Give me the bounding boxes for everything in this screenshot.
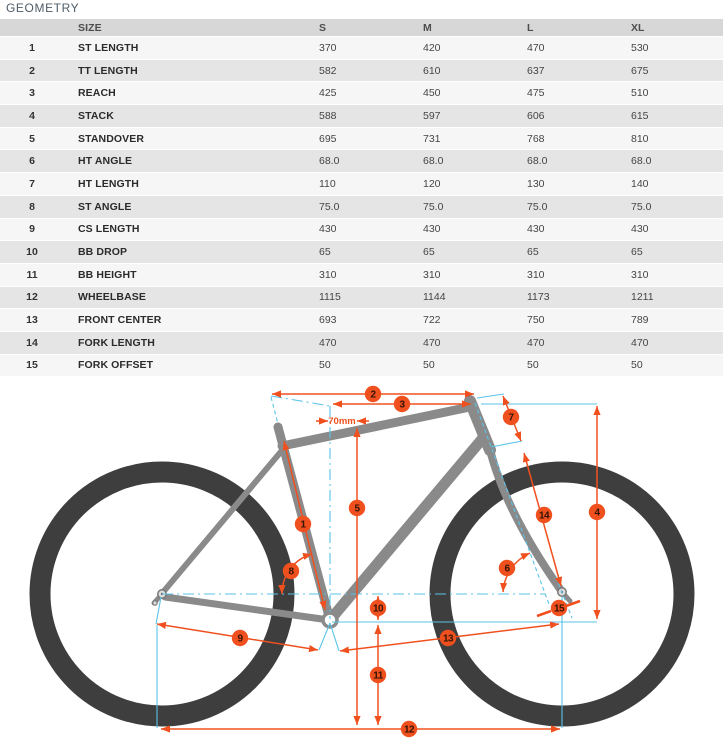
callout-badge-6 bbox=[499, 560, 515, 576]
svg-text:2: 2 bbox=[370, 389, 376, 401]
metric-value: 50 bbox=[631, 359, 643, 372]
svg-text:14: 14 bbox=[538, 510, 550, 522]
metric-name: WHEELBASE bbox=[78, 291, 146, 304]
row-number: 4 bbox=[29, 109, 35, 122]
metric-value: 420 bbox=[423, 41, 441, 54]
metric-name: STACK bbox=[78, 109, 114, 122]
table-row bbox=[0, 60, 723, 83]
callout-badge-10 bbox=[370, 600, 386, 616]
metric-value: 810 bbox=[631, 132, 649, 145]
column-header-m: M bbox=[423, 21, 432, 34]
metric-value: 582 bbox=[319, 64, 337, 77]
metric-value: 693 bbox=[319, 314, 337, 327]
svg-text:11: 11 bbox=[373, 670, 383, 682]
metric-value: 68.0 bbox=[423, 155, 444, 168]
metric-value: 130 bbox=[527, 177, 545, 190]
callout-badge-14 bbox=[536, 507, 552, 523]
offset-70mm-label: 70mm bbox=[328, 416, 356, 427]
svg-text:10: 10 bbox=[372, 603, 384, 615]
metric-value: 470 bbox=[319, 336, 337, 349]
metric-value: 65 bbox=[631, 246, 643, 259]
metric-name: ST ANGLE bbox=[78, 200, 132, 213]
metric-value: 50 bbox=[319, 359, 331, 372]
metric-value: 750 bbox=[527, 314, 545, 327]
derailleur-hanger bbox=[153, 601, 157, 605]
metric-value: 597 bbox=[423, 109, 441, 122]
table-row bbox=[0, 241, 723, 264]
metric-value: 370 bbox=[319, 41, 337, 54]
table-row bbox=[0, 128, 723, 151]
metric-name: BB HEIGHT bbox=[78, 268, 137, 281]
svg-text:8: 8 bbox=[288, 566, 294, 578]
metric-name: FORK LENGTH bbox=[78, 336, 155, 349]
row-number: 1 bbox=[29, 41, 35, 54]
metric-value: 470 bbox=[423, 336, 441, 349]
metric-value: 470 bbox=[527, 41, 545, 54]
table-row bbox=[0, 264, 723, 287]
column-header-size: SIZE bbox=[78, 21, 102, 34]
table-row bbox=[0, 105, 723, 128]
metric-value: 722 bbox=[423, 314, 441, 327]
metric-value: 310 bbox=[319, 268, 337, 281]
svg-text:6: 6 bbox=[504, 563, 510, 575]
callout-badge-11 bbox=[370, 667, 386, 683]
metric-name: FRONT CENTER bbox=[78, 314, 162, 327]
metric-value: 768 bbox=[527, 132, 545, 145]
metric-value: 75.0 bbox=[631, 200, 652, 213]
metric-value: 610 bbox=[423, 64, 441, 77]
row-number: 15 bbox=[26, 359, 38, 372]
row-number: 8 bbox=[29, 200, 35, 213]
row-number: 14 bbox=[26, 336, 38, 349]
metric-value: 310 bbox=[631, 268, 649, 281]
table-header-row bbox=[0, 19, 723, 37]
callout-badge-1 bbox=[295, 516, 311, 532]
metric-value: 68.0 bbox=[631, 155, 652, 168]
table-row bbox=[0, 196, 723, 219]
table-row bbox=[0, 37, 723, 60]
metric-value: 1173 bbox=[527, 291, 550, 304]
metric-value: 588 bbox=[319, 109, 337, 122]
row-number: 13 bbox=[26, 314, 38, 327]
row-number: 3 bbox=[29, 87, 35, 100]
page-title: GEOMETRY bbox=[6, 1, 80, 15]
metric-value: 1211 bbox=[631, 291, 654, 304]
metric-value: 68.0 bbox=[527, 155, 548, 168]
bottom-bracket bbox=[323, 613, 337, 627]
metric-name: CS LENGTH bbox=[78, 223, 140, 236]
bb-drop-left bbox=[319, 623, 330, 650]
table-row bbox=[0, 332, 723, 355]
bike-geometry-diagram bbox=[0, 377, 723, 740]
metric-value: 606 bbox=[527, 109, 545, 122]
seat-axis-extension bbox=[271, 397, 278, 424]
metric-value: 530 bbox=[631, 41, 649, 54]
metric-value: 50 bbox=[423, 359, 435, 372]
ht-tick-bottom bbox=[491, 441, 522, 447]
ht-tick-top bbox=[477, 394, 504, 398]
table-row bbox=[0, 219, 723, 242]
metric-value: 65 bbox=[423, 246, 435, 259]
metric-value: 310 bbox=[423, 268, 441, 281]
table-row bbox=[0, 309, 723, 332]
metric-value: 68.0 bbox=[319, 155, 340, 168]
callout-badge-3 bbox=[394, 396, 410, 412]
column-header-l: L bbox=[527, 21, 534, 34]
metric-value: 75.0 bbox=[527, 200, 548, 213]
svg-text:13: 13 bbox=[442, 633, 454, 645]
row-number: 9 bbox=[29, 223, 35, 236]
top-tube bbox=[282, 407, 470, 446]
table-row bbox=[0, 82, 723, 105]
metric-value: 615 bbox=[631, 109, 649, 122]
column-header-s: S bbox=[319, 21, 327, 34]
svg-text:12: 12 bbox=[403, 724, 415, 736]
metric-name: STANDOVER bbox=[78, 132, 145, 145]
row-number: 7 bbox=[29, 177, 35, 190]
metric-value: 430 bbox=[423, 223, 441, 236]
column-header-xl: XL bbox=[631, 21, 645, 34]
svg-text:4: 4 bbox=[594, 507, 600, 519]
row-number: 2 bbox=[29, 64, 35, 77]
svg-text:9: 9 bbox=[237, 633, 243, 645]
callout-badge-7 bbox=[503, 409, 519, 425]
callout-badge-15 bbox=[551, 600, 567, 616]
callout-badge-8 bbox=[283, 563, 299, 579]
metric-value: 110 bbox=[319, 177, 336, 190]
metric-value: 120 bbox=[423, 177, 441, 190]
callout-badge-9 bbox=[232, 630, 248, 646]
row-number: 5 bbox=[29, 132, 35, 145]
metric-value: 140 bbox=[631, 177, 649, 190]
svg-text:1: 1 bbox=[300, 519, 306, 531]
metric-value: 695 bbox=[319, 132, 337, 145]
row-number: 6 bbox=[29, 155, 35, 168]
table-row bbox=[0, 287, 723, 310]
metric-value: 637 bbox=[527, 64, 545, 77]
metric-value: 425 bbox=[319, 87, 337, 100]
metric-value: 510 bbox=[631, 87, 649, 100]
metric-value: 1115 bbox=[319, 291, 341, 304]
metric-value: 470 bbox=[527, 336, 545, 349]
metric-value: 1144 bbox=[423, 291, 446, 304]
geometry-table bbox=[0, 19, 723, 377]
svg-text:5: 5 bbox=[354, 503, 360, 515]
row-number: 11 bbox=[26, 268, 38, 281]
metric-value: 430 bbox=[527, 223, 545, 236]
callout-badge-12 bbox=[401, 721, 417, 737]
callout-badge-5 bbox=[349, 500, 365, 516]
row-number: 10 bbox=[26, 246, 38, 259]
metric-value: 310 bbox=[527, 268, 545, 281]
callout-badge-2 bbox=[365, 386, 381, 402]
metric-name: TT LENGTH bbox=[78, 64, 138, 77]
chainstay-tube bbox=[165, 597, 329, 620]
dim-fork-offset-tick-a bbox=[537, 611, 551, 616]
metric-value: 789 bbox=[631, 314, 649, 327]
metric-value: 65 bbox=[527, 246, 539, 259]
metric-name: HT LENGTH bbox=[78, 177, 139, 190]
svg-text:7: 7 bbox=[508, 412, 514, 424]
svg-text:15: 15 bbox=[553, 603, 565, 615]
metric-value: 731 bbox=[423, 132, 441, 145]
table-row bbox=[0, 355, 723, 378]
callout-badge-4 bbox=[589, 504, 605, 520]
metric-value: 430 bbox=[631, 223, 649, 236]
metric-value: 450 bbox=[423, 87, 441, 100]
metric-value: 75.0 bbox=[423, 200, 444, 213]
metric-name: ST LENGTH bbox=[78, 41, 139, 54]
metric-value: 50 bbox=[527, 359, 539, 372]
metric-value: 75.0 bbox=[319, 200, 340, 213]
row-number: 12 bbox=[26, 291, 38, 304]
metric-name: BB DROP bbox=[78, 246, 128, 259]
table-row bbox=[0, 173, 723, 196]
metric-value: 470 bbox=[631, 336, 649, 349]
metric-value: 475 bbox=[527, 87, 545, 100]
tt-reference-slant bbox=[271, 396, 330, 406]
metric-name: FORK OFFSET bbox=[78, 359, 154, 372]
metric-name: HT ANGLE bbox=[78, 155, 133, 168]
metric-value: 65 bbox=[319, 246, 331, 259]
table-row bbox=[0, 150, 723, 173]
metric-name: REACH bbox=[78, 87, 116, 100]
callout-badge-13 bbox=[440, 630, 456, 646]
svg-text:3: 3 bbox=[399, 399, 405, 411]
metric-value: 430 bbox=[319, 223, 337, 236]
metric-value: 675 bbox=[631, 64, 649, 77]
